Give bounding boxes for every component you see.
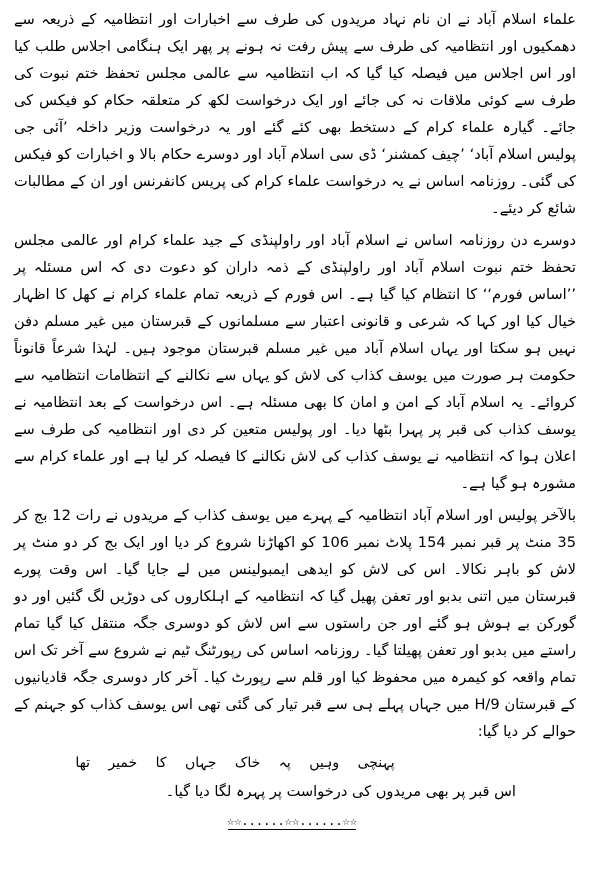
paragraph-asas-forum: دوسرے دن روزنامہ اساس نے اسلام آباد اور راولپنڈی کے جید علماء کرام اور عالمی مجلس تحفظ ختم نبوت اسلام آباد اور راولپنڈی کے ذمہ داران کو دعوت دی کہ اس مسئلہ پر ’’اساس فورم‘‘ کا انتظام کیا گیا ہے۔ اس فورم کے ذریعہ تمام علماء کرام نے کھل کا اظہار خیال کیا اور کہا کہ شرعی و قانونی اعتبار سے مسلمانوں کے قبرستان میں غیر مسلم دفن نہیں ہو سکتا اور یہاں اسلام آباد میں غیر مسلم قبرستان موجود ہیں۔ لہٰذا شرعاً قانوناً حکومت ہر صورت میں یوسف کذاب کی لاش کو یہاں سے نکالنے کے انتظامات انتظامیہ سے کروائے۔ یہ اسلام آباد کے امن و امان کا بھی مسئلہ ہے۔ اس درخواست کے بعد انتظامیہ نے یوسف کذاب کی قبر پر پہرا بٹھا دیا۔ اور پولیس متعین کر دی اور انتظامیہ کی طرف سے اعلان ہوا کہ انتظامیہ نے یوسف کذاب کی لاش نکالنے کا فیصلہ کر لیا ہے اور علماء کرام سے مشورہ ہو گیا ہے۔ [14, 232, 576, 492]
paragraph-grave-removal: بالآخر پولیس اور اسلام آباد انتظامیہ کے پہرے میں یوسف کذاب کے مریدوں نے رات 12 بج کر 35 منٹ پر قبر نمبر 154 پلاٹ نمبر 106 کو اکھاڑنا شروع کر دیا اور ایک بج کر دو منٹ پر لاش کو باہر نکالا۔ اس کی لاش کو ایدھی ایمبولینس میں لے جایا گیا۔ اس وقت پورے قبرستان میں اتنی بدبو اور تعفن پھیل گیا کہ انتظامیہ کے اہلکاروں کی دوڑیں لگ گئیں اور دو گورکن بے ہوش ہو گئے اور جن راستوں سے اس لاش کو دوسری جگہ منتقل کیا گیا تمام راستے میں بدبو اور تعفن پھیلتا گیا۔ روزنامہ اساس کی رپورٹنگ ٹیم نے شروع سے آخر تک اس تمام واقعہ کو کیمرہ میں محفوظ کیا اور قلم سے رپورٹ کیا۔ آخر کار دوسری جگہ قادیانیوں کے قبرستان H/9 میں جہاں پہلے ہی سے قبر تیار کی گئی تھی اس یوسف کذاب کو جہنم کے حوالے کر دیا گیا: [14, 507, 577, 740]
star-divider [228, 814, 356, 830]
divider-stars: ☆☆......☆☆......☆☆ [226, 814, 358, 828]
verse-tail-line: اس قبر پر بھی مریدوں کی درخواست پر پہرہ لگا دیا گیا۔ [165, 783, 516, 800]
poetry-verse: پہنچی وہیں پہ خاک جہاں کا خمیر تھا [75, 755, 395, 771]
paragraph-scholars-meeting: علماء اسلام آباد نے ان نام نہاد مریدوں کی طرف سے اخبارات اور انتظامیہ کے ذریعہ سے دھمکیوں اور انتظامیہ کی طرف سے پیش رفت نہ ہونے پر پھر ایک ہنگامی اجلاس طلب کیا اور اس اجلاس میں فیصلہ کیا گیا کہ اب انتظامیہ سے عالمی مجلس تحفظ ختم نبوت کی طرف سے کوئی ملاقات نہ کی جائے اور ایک درخواست لکھ کر متعلقہ حکام کو فیکس کی جائے۔ گیارہ علماء کرام کے دستخط بھی کئے گئے اور یہ درخواست وزیر داخلہ ’آئی جی پولیس اسلام آباد‘ ’چیف کمشنر‘ ڈی سی اسلام آباد اور دوسرے حکام بالا و اخبارات کو فیکس کی گئی۔ روزنامہ اساس نے یہ درخواست علماء کرام کی پریس کانفرنس اور ان کے مطالبات شائع کر دیئے۔ [14, 11, 576, 217]
